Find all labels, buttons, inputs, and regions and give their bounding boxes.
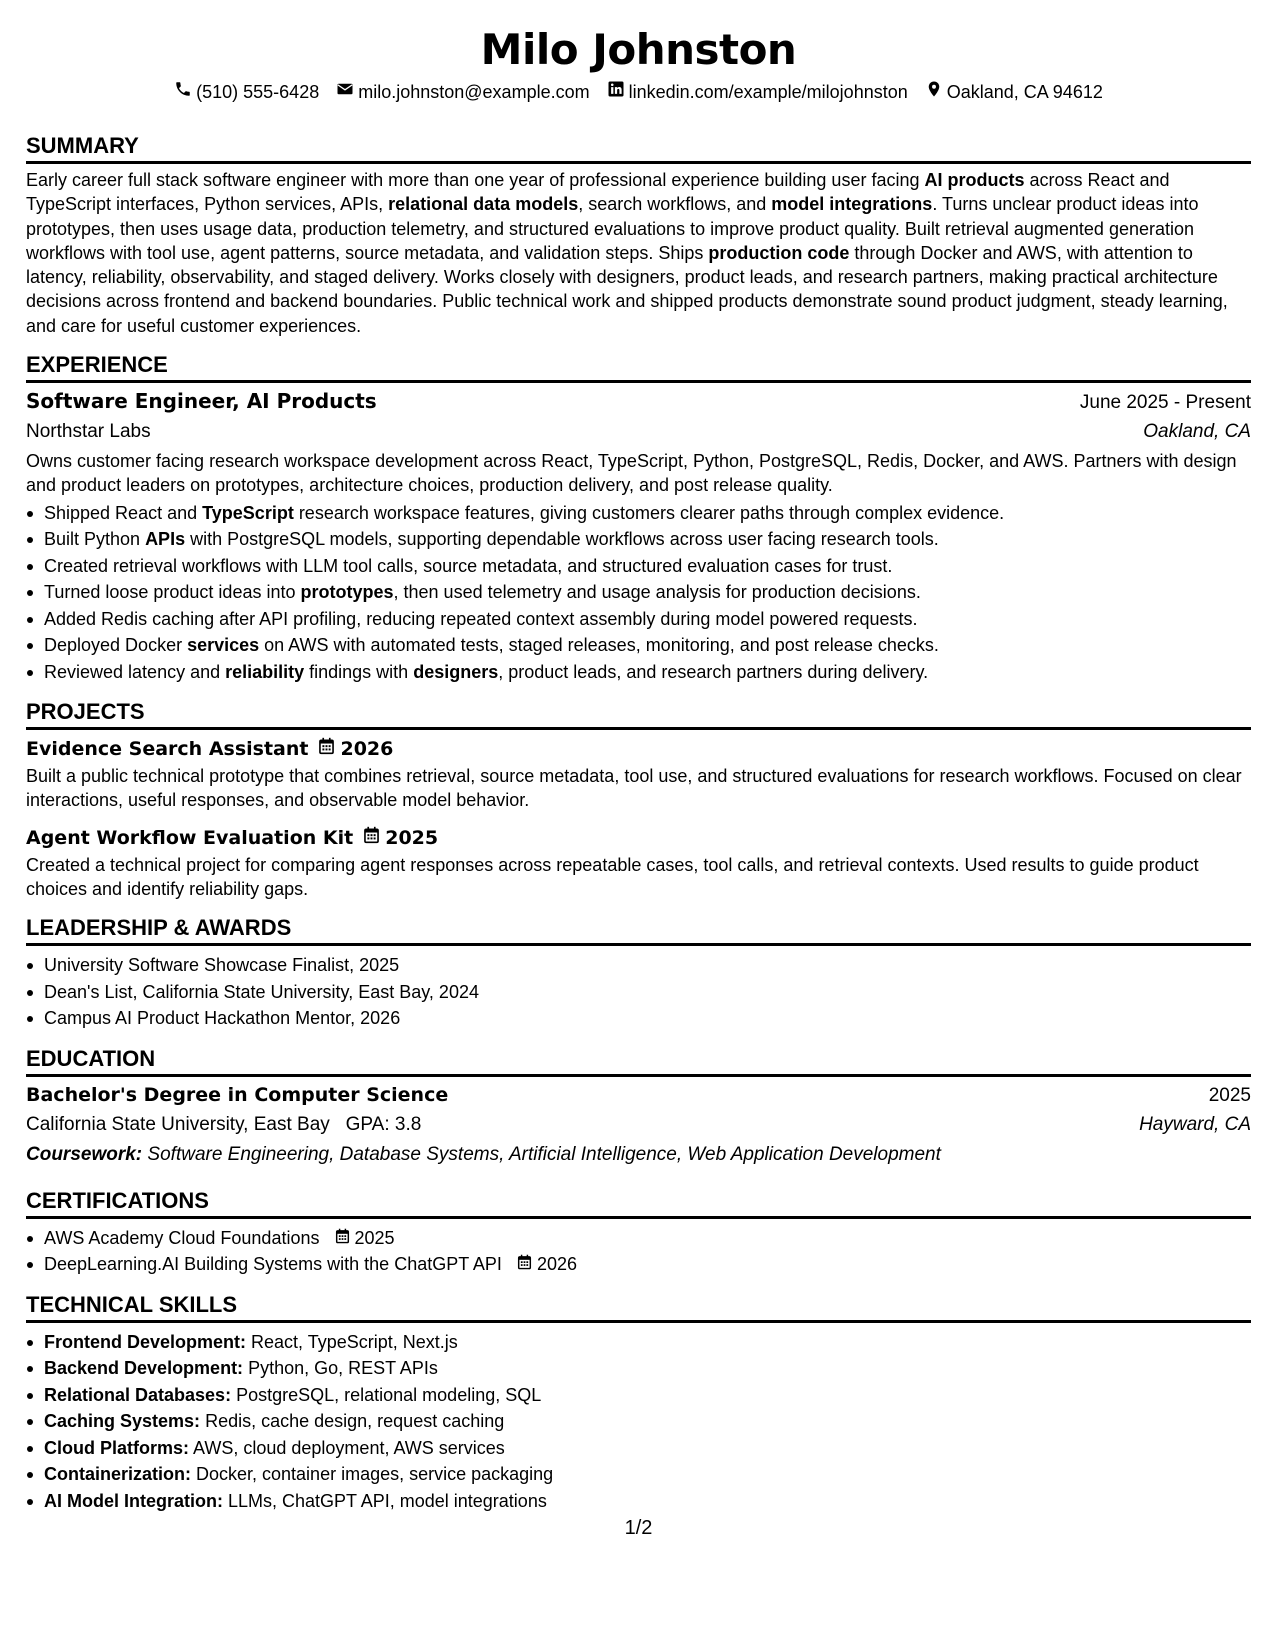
- certification-date: [517, 1251, 577, 1278]
- award-item: University Software Showcase Finalist, 2025: [44, 952, 1251, 979]
- experience-bullet: [44, 579, 1251, 606]
- phone-icon: [174, 80, 192, 103]
- skills-section: [26, 1292, 1251, 1515]
- bold-text: AI products: [924, 170, 1025, 190]
- linkedin-link[interactable]: linkedin.com/example/milojohnston: [628, 81, 908, 102]
- contact-bar: [26, 80, 1251, 103]
- skill-values: Redis, cache design, request caching: [200, 1411, 505, 1432]
- section-title-summary: SUMMARY: [26, 133, 1251, 164]
- coursework-label: Coursework:: [26, 1143, 143, 1165]
- project-title-row: [26, 825, 1251, 851]
- project-description: Created a technical project for comparing agent responses across repeatable cases, tool calls, and retrieval contexts. Used results to guide product choices and identify reliability gaps.: [26, 854, 1199, 900]
- school-name: California State University, East Bay: [26, 1113, 330, 1135]
- section-title-skills: TECHNICAL SKILLS: [26, 1292, 1251, 1323]
- text-segment: , search workflows, and: [578, 194, 772, 215]
- linkedin-icon: [607, 80, 625, 103]
- phone-text: (510) 555-6428: [196, 81, 320, 102]
- calendar-icon: [363, 825, 380, 851]
- resume-page: [26, 0, 1251, 1650]
- education-header-row: [26, 1081, 1251, 1110]
- gpa: GPA: 3.8: [345, 1113, 422, 1135]
- skill-values: React, TypeScript, Next.js: [246, 1331, 458, 1352]
- location-text: Oakland, CA 94612: [946, 81, 1103, 102]
- section-title-leadership: LEADERSHIP & AWARDS: [26, 915, 1251, 946]
- text-segment: across React and TypeScript interfaces, Python services, APIs,: [26, 170, 1170, 215]
- bold-text: designers: [413, 661, 499, 682]
- project-year: 2025: [385, 826, 439, 849]
- bold-text: services: [187, 635, 260, 656]
- company-name: Northstar Labs: [26, 421, 151, 443]
- coursework-line: [26, 1140, 1251, 1170]
- project-name: Evidence Search Assistant: [26, 738, 309, 761]
- experience-header-row: [26, 387, 1251, 417]
- experience-bullet: [44, 659, 1251, 686]
- text-segment: , product leads, and research partners during delivery.: [498, 661, 929, 682]
- project-date: [318, 736, 393, 762]
- contact-phone: [174, 80, 319, 103]
- certification-name: DeepLearning.AI Building Systems with the ChatGPT API: [44, 1254, 502, 1275]
- bold-text: production code: [708, 242, 850, 263]
- education-section: [26, 1046, 1251, 1170]
- project-item: [26, 825, 1251, 902]
- school-location: Hayward, CA: [1139, 1113, 1251, 1135]
- text-segment: Built Python: [44, 529, 146, 550]
- experience-company-row: [26, 417, 1251, 447]
- section-title-experience: EXPERIENCE: [26, 352, 1251, 383]
- award-item: Campus AI Product Hackathon Mentor, 2026: [44, 1005, 1251, 1032]
- project-item: [26, 736, 1251, 813]
- contact-location: [925, 80, 1103, 103]
- skill-item: [44, 1488, 1251, 1515]
- text-segment: with PostgreSQL models, supporting dependable workflows across user facing research tools.: [185, 529, 939, 550]
- certifications-section: [26, 1188, 1251, 1278]
- text-segment: findings with: [304, 661, 414, 682]
- text-segment: research workspace features, giving customers clearer paths through complex evidence.: [293, 502, 1005, 523]
- project-title-row: [26, 736, 1251, 762]
- text-segment: Early career full stack software engineer with more than one year of professional experience building user facing: [26, 170, 925, 190]
- skill-item: [44, 1382, 1251, 1409]
- calendar-icon: [517, 1251, 532, 1278]
- skill-category: Backend Development:: [44, 1358, 244, 1379]
- section-title-education: EDUCATION: [26, 1046, 1251, 1077]
- certifications-list: [26, 1225, 1251, 1278]
- skill-category: Cloud Platforms:: [44, 1437, 190, 1458]
- candidate-name: Milo Johnston: [480, 25, 797, 74]
- bold-text: reliability: [225, 661, 305, 682]
- certification-year: 2025: [354, 1227, 395, 1248]
- experience-bullet: [44, 526, 1251, 553]
- experience-bullets: [26, 500, 1251, 686]
- skills-list: [26, 1329, 1251, 1515]
- envelope-icon: [336, 80, 354, 103]
- skill-item: [44, 1355, 1251, 1382]
- certification-name: AWS Academy Cloud Foundations: [44, 1227, 320, 1248]
- coursework-list: Software Engineering, Database Systems, Artificial Intelligence, Web Application Development: [147, 1143, 941, 1165]
- job-title: Software Engineer, AI Products: [26, 389, 377, 414]
- experience-bullet: [44, 553, 1251, 580]
- page-number: 1/2: [624, 1517, 653, 1539]
- bold-text: model integrations: [771, 194, 933, 215]
- bold-text: prototypes: [300, 582, 394, 603]
- skill-category: Relational Databases:: [44, 1384, 232, 1405]
- skill-item: [44, 1408, 1251, 1435]
- text-segment: Added Redis caching after API profiling, reducing repeated context assembly during model powered requests.: [44, 608, 918, 629]
- text-segment: , then used telemetry and usage analysis for production decisions.: [393, 582, 921, 603]
- bold-text: TypeScript: [202, 502, 294, 523]
- map-pin-icon: [925, 80, 943, 103]
- award-item: Dean's List, California State University, East Bay, 2024: [44, 979, 1251, 1006]
- skill-category: Frontend Development:: [44, 1331, 247, 1352]
- project-description: Built a public technical prototype that combines retrieval, source metadata, tool use, and structured evaluations for research workflows. Focused on clear interactions, useful responses, and observable model behavior.: [26, 766, 1242, 811]
- job-description: Owns customer facing research workspace development across React, TypeScript, Python, PostgreSQL, Redis, Docker, and AWS. Partners with design and product leaders on prototypes, architecture choices, production delivery, and post release quality.: [26, 451, 1237, 496]
- text-segment: Turned loose product ideas into: [44, 582, 301, 603]
- email-link[interactable]: milo.johnston@example.com: [358, 81, 590, 102]
- bold-text: relational data models: [388, 194, 579, 215]
- skill-values: Python, Go, REST APIs: [243, 1358, 438, 1379]
- skill-item: [44, 1329, 1251, 1356]
- projects-section: [26, 699, 1251, 901]
- skill-category: Containerization:: [44, 1464, 191, 1485]
- section-title-certifications: CERTIFICATIONS: [26, 1188, 1251, 1219]
- summary-section: [26, 133, 1251, 338]
- text-segment: on AWS with automated tests, staged releases, monitoring, and post release checks.: [259, 635, 939, 656]
- text-segment: through Docker and AWS, with attention to latency, reliability, observability, and staged delivery. Works closely with designers, product leads, and research partners, making practical architecture decisions across frontend and backend boundaries. Public technical work and shipped products demonstrate sound product judgment, steady learning, and care for useful customer experiences.: [26, 242, 1228, 336]
- project-date: [363, 825, 438, 851]
- text-segment: Created retrieval workflows with LLM tool calls, source metadata, and structured evaluation cases for trust.: [44, 555, 893, 576]
- certification-item: [44, 1251, 1251, 1278]
- graduation-year: 2025: [1208, 1084, 1251, 1106]
- contact-email[interactable]: [336, 80, 589, 103]
- education-school-row: [26, 1110, 1251, 1140]
- bold-text: APIs: [145, 529, 186, 550]
- skill-item: [44, 1435, 1251, 1462]
- job-location: Oakland, CA: [1143, 421, 1251, 443]
- summary-text: [26, 168, 1251, 338]
- certification-item: [44, 1225, 1251, 1252]
- text-segment: Reviewed latency and: [44, 661, 226, 682]
- experience-section: [26, 352, 1251, 685]
- text-segment: Shipped React and: [44, 502, 203, 523]
- text-segment: Deployed Docker: [44, 635, 188, 656]
- calendar-icon: [318, 736, 335, 762]
- certification-year: 2026: [536, 1254, 577, 1275]
- skill-category: Caching Systems:: [44, 1411, 201, 1432]
- school-info: [26, 1110, 421, 1140]
- contact-linkedin[interactable]: [607, 80, 908, 103]
- text-segment: . Turns unclear product ideas into prototypes, then uses usage data, production telemetry, and structured evaluations to improve product quality. Built retrieval augmented generation workflows with tool use, agent patterns, source metadata, and validation steps. Ships: [26, 194, 1199, 263]
- skill-values: Docker, container images, service packaging: [191, 1464, 554, 1485]
- skill-values: LLMs, ChatGPT API, model integrations: [223, 1490, 547, 1511]
- skill-item: [44, 1461, 1251, 1488]
- job-dates: June 2025 - Present: [1079, 392, 1251, 414]
- experience-bullet: [44, 606, 1251, 633]
- degree-name: Bachelor's Degree in Computer Science: [26, 1083, 449, 1106]
- project-name: Agent Workflow Evaluation Kit: [26, 826, 354, 849]
- project-year: 2026: [340, 738, 394, 761]
- certification-date: [335, 1225, 395, 1252]
- calendar-icon: [335, 1225, 350, 1252]
- skill-category: AI Model Integration:: [44, 1490, 223, 1511]
- leadership-section: [26, 915, 1251, 1032]
- experience-bullet: [44, 632, 1251, 659]
- experience-bullet: [44, 500, 1251, 527]
- section-title-projects: PROJECTS: [26, 699, 1251, 730]
- leadership-list: [26, 952, 1251, 1032]
- skill-values: PostgreSQL, relational modeling, SQL: [231, 1384, 542, 1405]
- skill-values: AWS, cloud deployment, AWS services: [189, 1437, 505, 1458]
